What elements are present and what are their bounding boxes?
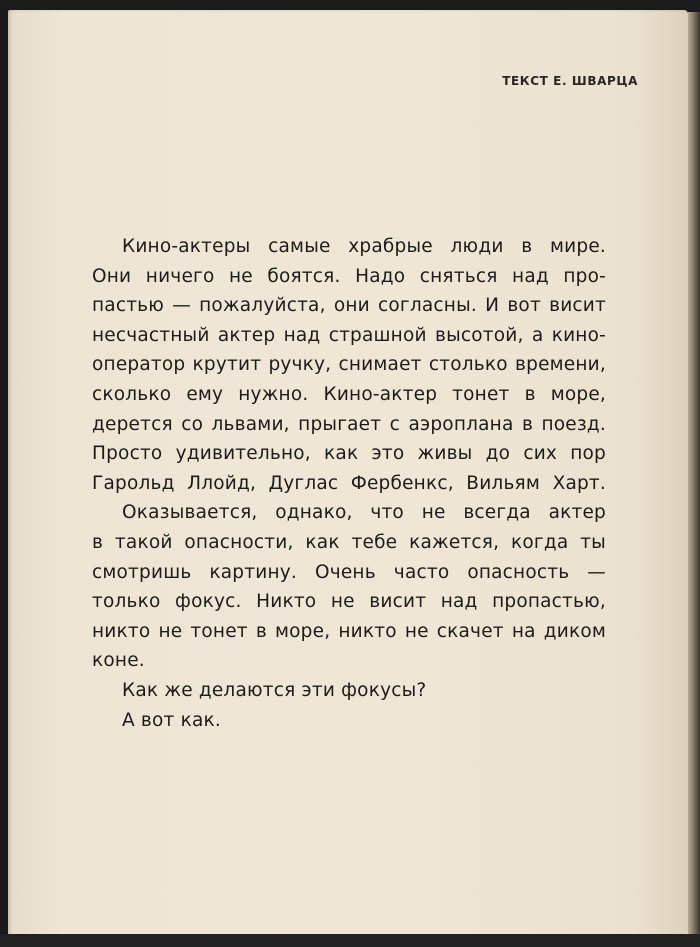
text-line: коне. [92, 650, 145, 672]
text-line: А вот как. [122, 709, 221, 731]
text-line: Кино-актеры самые храбрые люди в мире. [122, 236, 606, 257]
text-line: несчастный актер над страшной высотой, а кино- [92, 324, 606, 346]
text-line: пастью — пожалуйста, они согласны. И вот висит [92, 295, 606, 317]
page-header: ТЕКСТ Е. ШВАРЦА [502, 74, 638, 88]
text-line: сколько ему нужно. Кино-актер тонет в море, [92, 383, 606, 405]
page-edge [688, 12, 700, 936]
text-line: Оказывается, однако, что не всегда актер [122, 502, 606, 524]
scan-border-bottom [0, 934, 700, 947]
text-line: оператор крутит ручку, снимает столько времени, [92, 354, 606, 376]
text-line: Как же делаются эти фокусы? [122, 679, 427, 701]
body-text [92, 232, 606, 735]
text-line: только фокус. Никто не висит над пропастью, [92, 591, 606, 613]
text-line: смотришь картину. Очень часто опасность — [92, 561, 606, 583]
text-line: никто не тонет в море, никто не скачет на диком [92, 620, 606, 642]
text-line: Гарольд Ллойд, Дуглас Фербенкс, Вильям Харт. [92, 472, 606, 494]
text-line: Просто удивительно, как это живы до сих пор [92, 443, 606, 465]
text-line: Они ничего не боятся. Надо сняться над про- [92, 265, 606, 287]
text-line: дерется со львами, прыгает с аэроплана в поезд. [92, 413, 606, 435]
text-line: в такой опасности, как тебе кажется, когда ты [92, 531, 606, 553]
